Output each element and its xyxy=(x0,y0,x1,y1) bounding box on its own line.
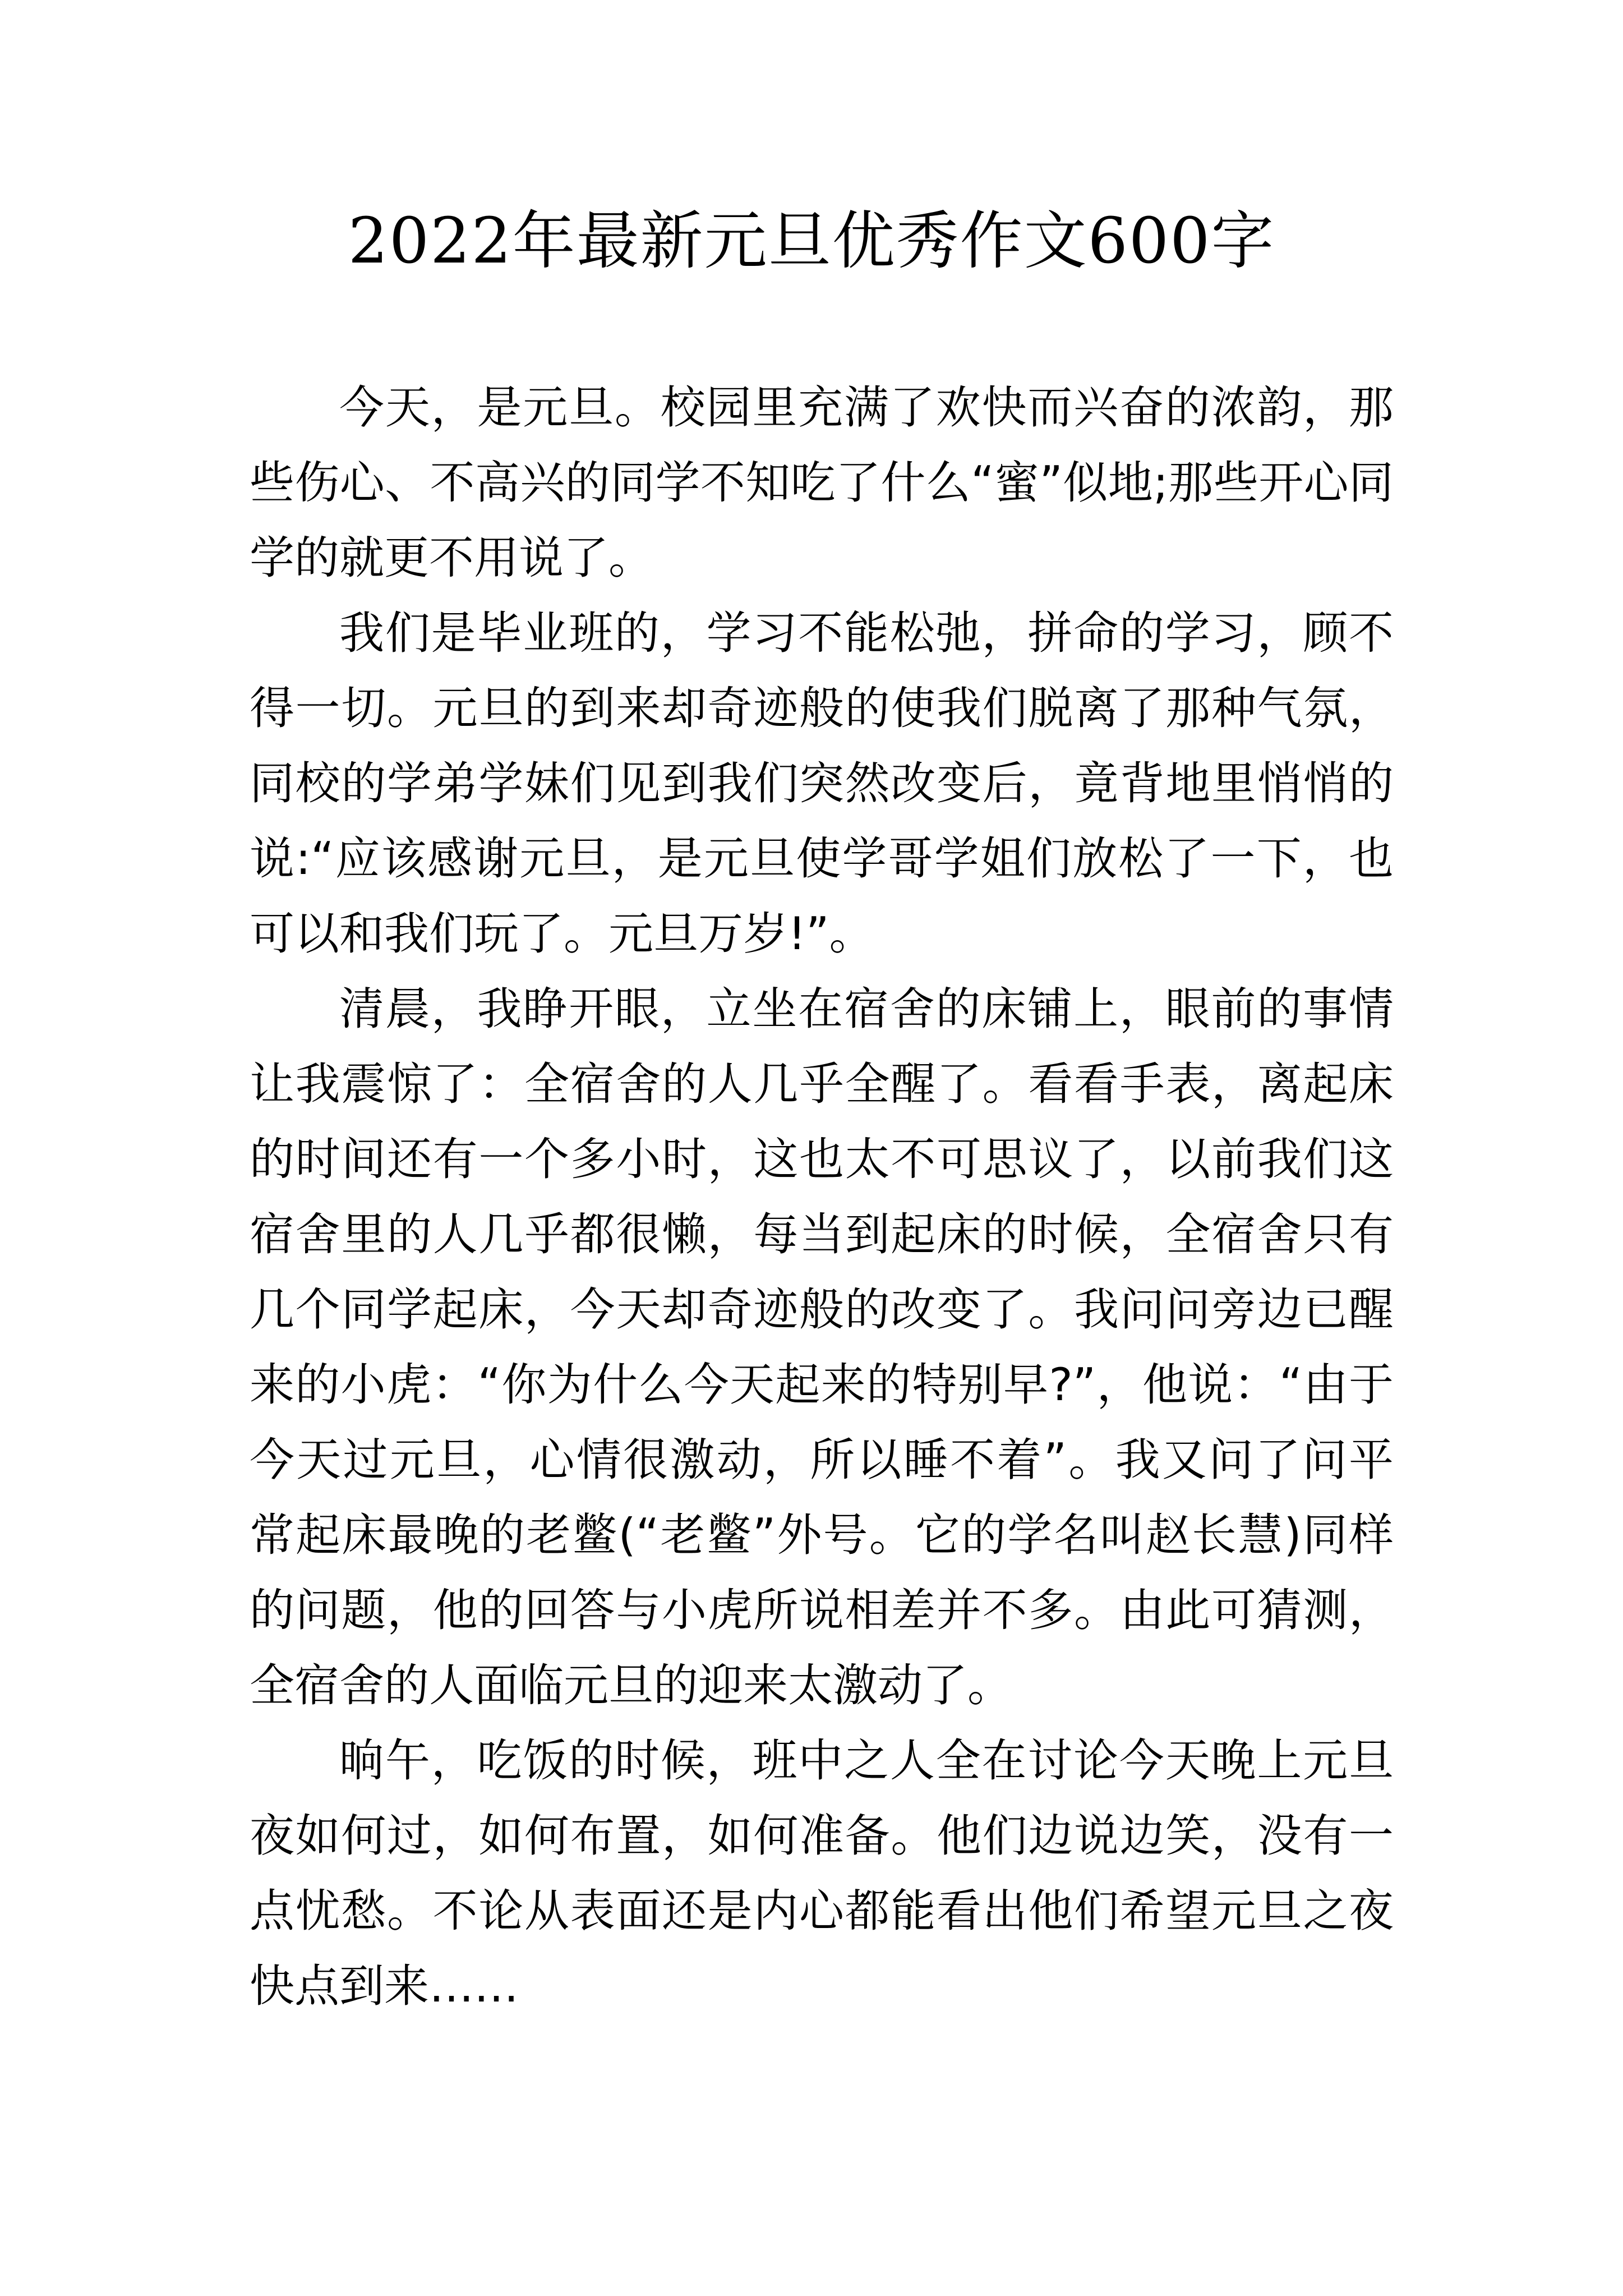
paragraph-4: 晌午，吃饭的时候，班中之人全在讨论今天晚上元旦夜如何过，如何布置，如何准备。他们边说边笑，没有一点忧愁。不论从表面还是内心都能看出他们希望元旦之夜快点到来…… xyxy=(250,1734,1394,2012)
document-title: 2022年最新元旦优秀作文600字 xyxy=(348,205,1275,278)
paragraph-1: 今天，是元旦。校园里充满了欢快而兴奋的浓韵，那些伤心、不高兴的同学不知吃了什么“蜜”似地;那些开心同学的就更不用说了。 xyxy=(250,381,1394,584)
document-body xyxy=(250,370,1394,2024)
paragraph-2: 我们是毕业班的，学习不能松弛，拼命的学习，顾不得一切。元旦的到来却奇迹般的使我们脱离了那种气氛，同校的学弟学妹们见到我们突然改变后，竟背地里悄悄的说:“应该感谢元旦，是元旦使学哥学姐们放松了一下，也可以和我们玩了。元旦万岁!”。 xyxy=(250,607,1394,960)
paragraph-3: 清晨，我睁开眼，立坐在宿舍的床铺上，眼前的事情让我震惊了：全宿舍的人几乎全醒了。看看手表，离起床的时间还有一个多小时，这也太不可思议了，以前我们这宿舍里的人几乎都很懒，每当到起床的时候，全宿舍只有几个同学起床，今天却奇迹般的改变了。我问问旁边已醒来的小虎：“你为什么今天起来的特别早?”，他说：“由于今天过元旦，心情很激动，所以睡不着”。我又问了问平常起床最晚的老鳖(“老鳖”外号。它的学名叫赵长慧)同样的问题，他的回答与小虎所说相差并不多。由此可猜测，全宿舍的人面临元旦的迎来太激动了。 xyxy=(250,983,1394,1711)
